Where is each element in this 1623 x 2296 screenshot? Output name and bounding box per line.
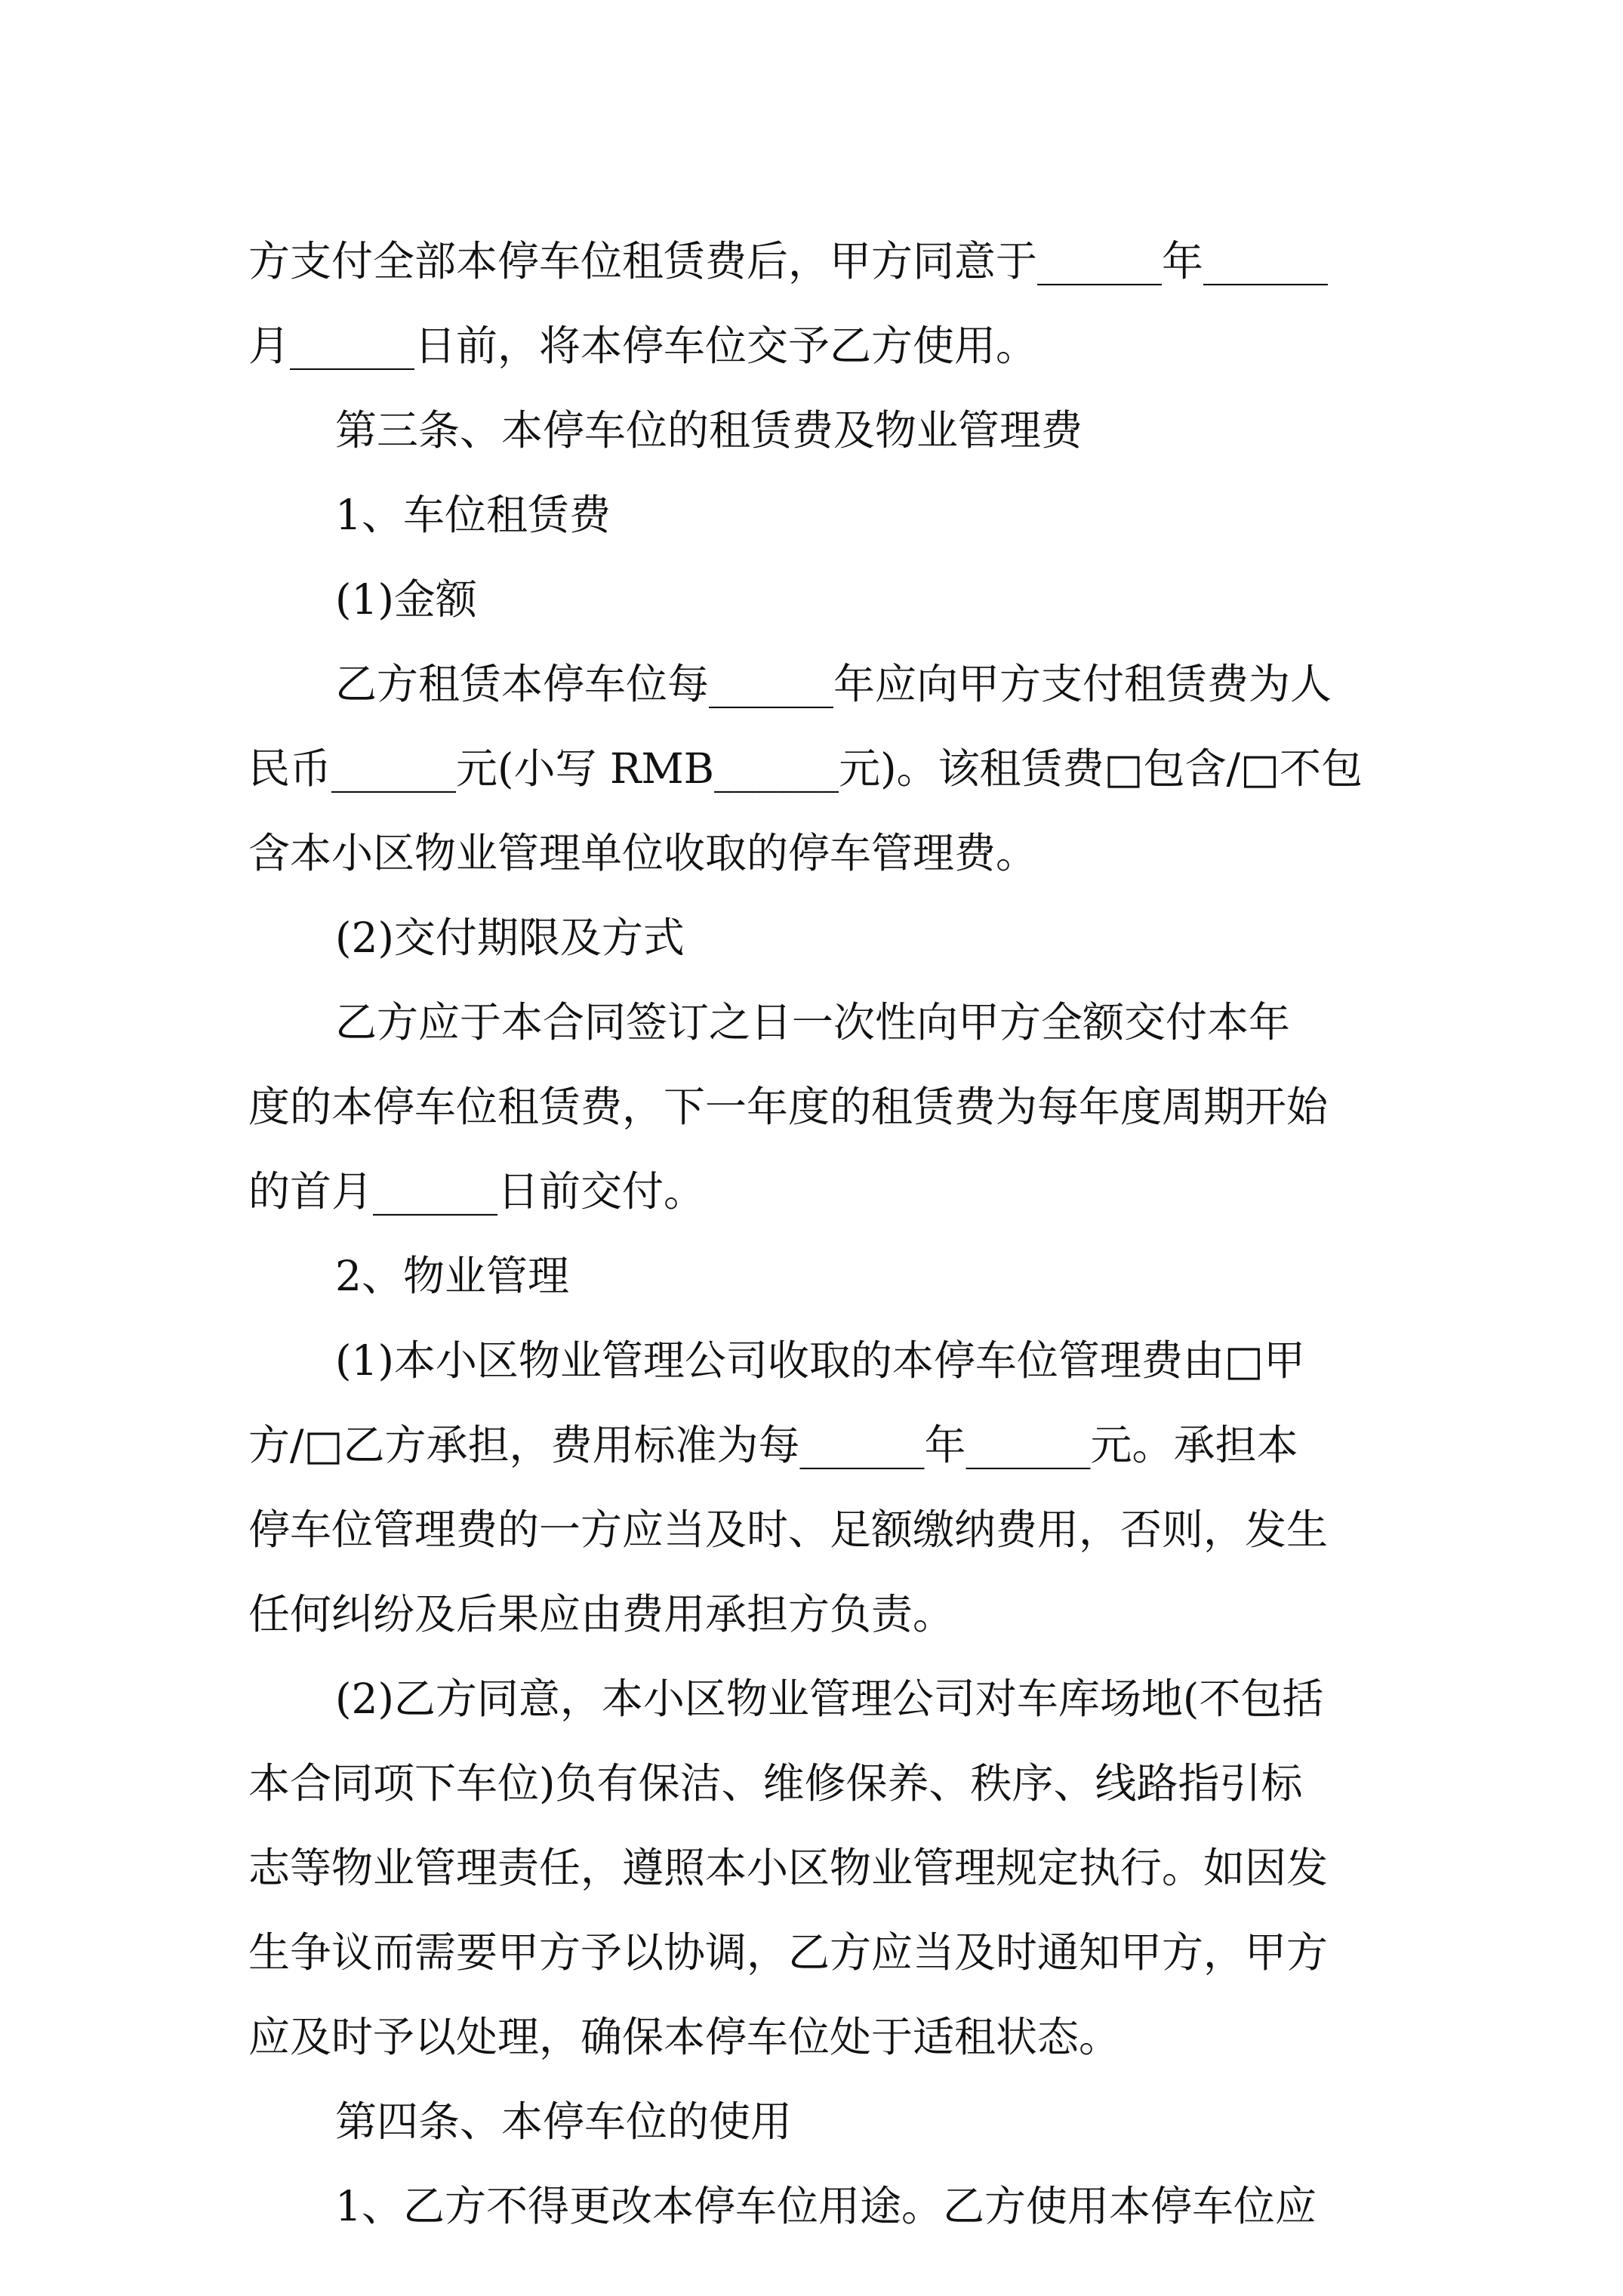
text-line: 度的本停车位租赁费，下一年度的租赁费为每年度周期开始: [248, 1083, 1329, 1131]
section-heading: 2、物业管理: [335, 1252, 569, 1300]
text-line: 方支付全部本停车位租赁费后，甲方同意于______年______: [248, 237, 1329, 285]
subsection-heading: (1)金额: [335, 575, 477, 624]
subsection-heading: (2)交付期限及方式: [335, 914, 685, 962]
text-line: 应及时予以处理，确保本停车位处于适租状态。: [248, 2013, 1121, 2061]
text-line: 乙方租赁本停车位每______年应向甲方支付租赁费为人: [335, 660, 1332, 708]
text-line: 任何纠纷及后果应由费用承担方负责。: [248, 1590, 955, 1638]
text-line: (2)乙方同意，本小区物业管理公司对车库场地(不包括: [335, 1675, 1324, 1723]
text-line: 月______日前，将本停车位交予乙方使用。: [248, 322, 1038, 370]
text-line: 停车位管理费的一方应当及时、足额缴纳费用，否则，发生: [248, 1505, 1329, 1554]
text-line: 含本小区物业管理单位收取的停车管理费。: [248, 829, 1038, 877]
text-line: 1、乙方不得更改本停车位用途。乙方使用本停车位应: [335, 2182, 1317, 2230]
text-line: (1)本小区物业管理公司收取的本停车位管理费由□甲: [335, 1336, 1305, 1385]
text-line: 本合同项下车位)负有保洁、维修保养、秩序、线路指引标: [248, 1759, 1303, 1808]
text-line: 民币______元(小写 RMB______元)。该租赁费□包含/□不包: [248, 744, 1363, 793]
text-line: 生争议而需要甲方予以协调，乙方应当及时通知甲方，甲方: [248, 1928, 1329, 1977]
text-line: 方/□乙方承担，费用标准为每______年______元。承担本: [248, 1421, 1298, 1469]
article-heading: 第四条、本停车位的使用: [335, 2097, 793, 2146]
section-heading: 1、车位租赁费: [335, 491, 611, 539]
text-line: 的首月______日前交付。: [248, 1167, 706, 1216]
text-line: 志等物业管理责任，遵照本小区物业管理规定执行。如因发: [248, 1844, 1329, 1892]
article-heading: 第三条、本停车位的租赁费及物业管理费: [335, 406, 1083, 455]
text-line: 乙方应于本合同签订之日一次性向甲方全额交付本年: [335, 998, 1291, 1046]
contract-body: [248, 219, 1381, 2248]
